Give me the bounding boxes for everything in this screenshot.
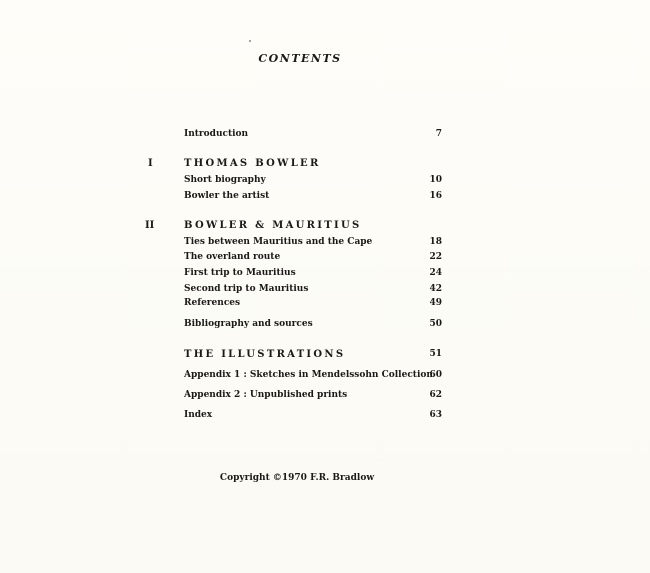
toc-entry: Ties between Mauritius and the Cape [184, 237, 373, 247]
toc-entry: The overland route [184, 252, 281, 262]
toc-page-introduction: 7 [435, 129, 442, 139]
toc-page-illustrations: 51 [429, 349, 442, 359]
contents-title: CONTENTS [258, 52, 342, 65]
toc-page: 42 [429, 284, 442, 294]
toc-entry-appendix-2: Appendix 2 : Unpublished prints [184, 390, 348, 400]
copyright-notice: Copyright ©1970 F.R. Bradlow [219, 473, 375, 483]
paper-speck [249, 40, 251, 42]
toc-page: 16 [429, 191, 442, 201]
toc-entry: Bowler the artist [184, 191, 270, 201]
section-numeral-1: I [148, 158, 153, 169]
toc-page: 24 [429, 268, 442, 278]
toc-page-appendix-2: 62 [429, 390, 442, 400]
section-heading-thomas-bowler: THOMAS BOWLER [184, 158, 321, 169]
toc-entry-index: Index [184, 410, 213, 420]
toc-entry-bibliography: Bibliography and sources [184, 319, 313, 329]
toc-entry: First trip to Mauritius [184, 268, 296, 278]
toc-page-bibliography: 50 [429, 319, 442, 329]
section-numeral-2: II [145, 220, 155, 231]
toc-entry-appendix-1: Appendix 1 : Sketches in Mendelssohn Collection [184, 370, 433, 380]
section-heading-bowler-mauritius: BOWLER & MAURITIUS [184, 220, 362, 231]
toc-entry-introduction: Introduction [184, 129, 249, 139]
toc-page-appendix-1: 60 [429, 370, 442, 380]
toc-page: 49 [429, 298, 442, 308]
toc-entry: Second trip to Mauritius [184, 284, 309, 294]
section-heading-illustrations: THE ILLUSTRATIONS [184, 349, 346, 360]
toc-entry: References [184, 298, 241, 308]
toc-page-index: 63 [429, 410, 442, 420]
toc-page: 22 [429, 252, 442, 262]
toc-entry: Short biography [184, 175, 266, 185]
toc-page: 18 [429, 237, 442, 247]
toc-page: 10 [429, 175, 442, 185]
